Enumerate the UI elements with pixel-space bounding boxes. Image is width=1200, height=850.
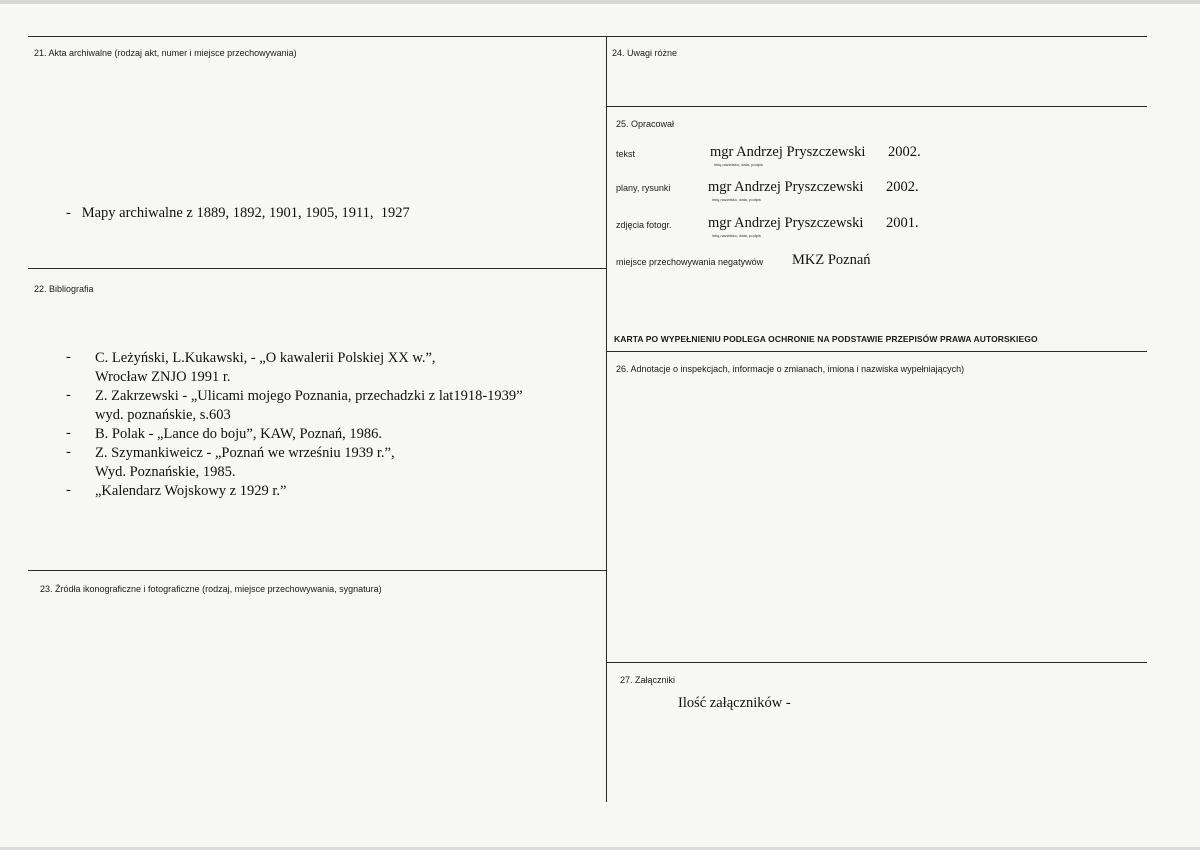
bibliography-line: C. Leżyński, L.Kukawski, - „O kawalerii Polskiej XX w.”, — [95, 350, 436, 366]
credit-row-hint: imię,nazwisko, data, podpis — [712, 233, 761, 238]
bibliography-item: - Z. Zakrzewski - „Ulicami mojego Poznania, przechadzki z lat1918-1939” wyd. poznańskie, s.603 — [66, 387, 523, 423]
column-divider — [606, 36, 607, 802]
bibliography-line: B. Polak - „Lance do boju”, KAW, Poznań, 1986. — [95, 426, 383, 442]
attachments-count: Ilość załączników - — [678, 695, 791, 711]
credit-row-hint: imię,nazwisko, data, podpis — [712, 197, 761, 202]
credit-row-year: 2002. — [886, 179, 919, 195]
divider-24-25 — [606, 106, 1147, 107]
section-21-entry: - Mapy archiwalne z 1889, 1892, 1901, 1905, 1911, 1927 — [66, 205, 410, 221]
bibliography-list — [66, 349, 523, 501]
bibliography-line: „Kalendarz Wojskowy z 1929 r.” — [95, 483, 287, 499]
credit-row-name: mgr Andrzej Pryszczewski — [708, 215, 864, 231]
credit-row-label: tekst — [616, 149, 636, 159]
bibliography-line: Z. Zakrzewski - „Ulicami mojego Poznania, przechadzki z lat1918-1939” — [95, 388, 523, 404]
bibliography-item: - Z. Szymankiweicz - „Poznań we wrześniu 1939 r.”, Wyd. Poznańskie, 1985. — [66, 444, 395, 480]
bibliography-line: Z. Szymankiweicz - „Poznań we wrześniu 1939 r.”, — [95, 445, 395, 461]
bibliography-line: wyd. poznańskie, s.603 — [95, 407, 231, 423]
negatives-value: MKZ Poznań — [792, 252, 871, 268]
credit-row-label: plany, rysunki — [616, 183, 671, 193]
bibliography-line: Wyd. Poznańskie, 1985. — [95, 464, 236, 480]
credit-row-year: 2002. — [888, 144, 921, 160]
page-top-edge — [0, 0, 1200, 4]
top-rule — [28, 36, 1147, 37]
bibliography-item: - „Kalendarz Wojskowy z 1929 r.” — [66, 482, 287, 499]
section-23-label: 23. Źródła ikonograficzne i fotograficzne (rodzaj, miejsce przechowywania, sygnatura) — [40, 584, 382, 594]
credit-row-year: 2001. — [886, 215, 919, 231]
divider-26-27 — [606, 662, 1147, 663]
negatives-label: miejsce przechowywania negatywów — [616, 257, 764, 267]
section-27-label: 27. Załączniki — [620, 675, 676, 685]
divider-25-26 — [606, 351, 1147, 352]
section-25-label: 25. Opracował — [616, 119, 675, 129]
section-24-label: 24. Uwagi różne — [612, 48, 678, 58]
divider-21-22 — [28, 268, 607, 269]
copyright-note: KARTA PO WYPEŁNIENIU PODLEGA OCHRONIE NA PODSTAWIE PRZEPISÓW PRAWA AUTORSKIEGO — [614, 334, 1038, 344]
bibliography-item: - C. Leżyński, L.Kukawski, - „O kawalerii Polskiej XX w.”, Wrocław ZNJO 1991 r. — [66, 349, 436, 385]
section-21-label: 21. Akta archiwalne (rodzaj akt, numer i miejsce przechowywania) — [34, 48, 297, 58]
credit-row-label: zdjęcia fotogr. — [616, 220, 672, 230]
divider-22-23 — [28, 570, 607, 571]
credit-row-hint: imię,nazwisko, data, podpis — [714, 162, 763, 167]
section-22-label: 22. Bibliografia — [34, 284, 94, 294]
credit-row-name: mgr Andrzej Pryszczewski — [710, 144, 866, 160]
bibliography-item: - B. Polak - „Lance do boju”, KAW, Poznań, 1986. — [66, 425, 383, 442]
bibliography-line: Wrocław ZNJO 1991 r. — [95, 369, 231, 385]
credit-row-name: mgr Andrzej Pryszczewski — [708, 179, 864, 195]
section-26-label: 26. Adnotacje o inspekcjach, informacje o zmianach, imiona i nazwiska wypełniających) — [616, 364, 965, 374]
